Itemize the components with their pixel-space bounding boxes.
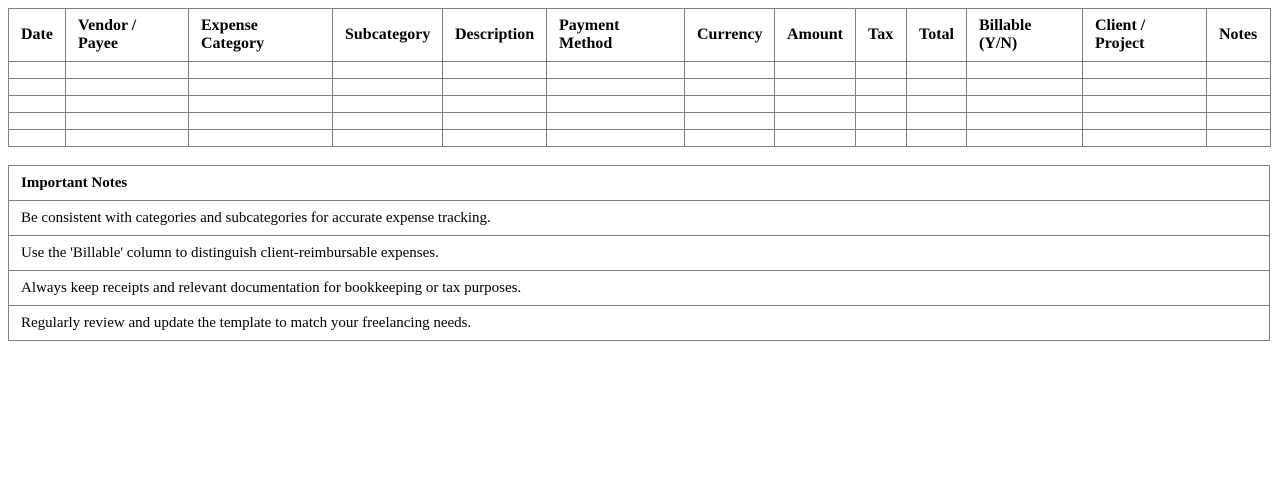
table-cell[interactable] [547, 96, 685, 113]
header-notes: Notes [1207, 9, 1271, 62]
table-cell[interactable] [856, 113, 907, 130]
table-cell[interactable] [907, 62, 967, 79]
table-cell[interactable] [66, 113, 189, 130]
table-cell[interactable] [9, 79, 66, 96]
header-client-project: Client / Project [1083, 9, 1207, 62]
expense-table [8, 8, 1271, 147]
table-cell[interactable] [189, 62, 333, 79]
table-cell[interactable] [547, 130, 685, 147]
table-cell[interactable] [66, 130, 189, 147]
table-cell[interactable] [1207, 62, 1271, 79]
header-payment-method: Payment Method [547, 9, 685, 62]
table-cell[interactable] [856, 62, 907, 79]
table-cell[interactable] [856, 96, 907, 113]
table-row [9, 62, 1271, 79]
note-row [9, 236, 1270, 271]
table-cell[interactable] [9, 62, 66, 79]
table-row [9, 96, 1271, 113]
table-cell[interactable] [547, 79, 685, 96]
note-item: Regularly review and update the template to match your freelancing needs. [9, 306, 1270, 341]
table-cell[interactable] [775, 62, 856, 79]
header-billable: Billable (Y/N) [967, 9, 1083, 62]
table-cell[interactable] [685, 96, 775, 113]
table-cell[interactable] [333, 130, 443, 147]
table-cell[interactable] [189, 113, 333, 130]
header-date: Date [9, 9, 66, 62]
table-cell[interactable] [66, 62, 189, 79]
table-cell[interactable] [547, 113, 685, 130]
table-cell[interactable] [967, 79, 1083, 96]
notes-title: Important Notes [9, 166, 1270, 201]
table-cell[interactable] [189, 79, 333, 96]
table-cell[interactable] [443, 130, 547, 147]
table-cell[interactable] [443, 113, 547, 130]
table-cell[interactable] [1083, 62, 1207, 79]
table-cell[interactable] [1083, 79, 1207, 96]
table-row [9, 130, 1271, 147]
table-cell[interactable] [685, 113, 775, 130]
table-cell[interactable] [967, 130, 1083, 147]
header-total: Total [907, 9, 967, 62]
table-cell[interactable] [1083, 96, 1207, 113]
table-cell[interactable] [967, 96, 1083, 113]
table-cell[interactable] [1083, 113, 1207, 130]
note-item: Always keep receipts and relevant documentation for bookkeeping or tax purposes. [9, 271, 1270, 306]
header-subcategory: Subcategory [333, 9, 443, 62]
table-cell[interactable] [333, 96, 443, 113]
table-cell[interactable] [1083, 130, 1207, 147]
table-cell[interactable] [856, 130, 907, 147]
table-cell[interactable] [9, 130, 66, 147]
expense-table-body [9, 62, 1271, 147]
table-cell[interactable] [333, 62, 443, 79]
table-cell[interactable] [967, 113, 1083, 130]
notes-title-row [9, 166, 1270, 201]
table-cell[interactable] [333, 113, 443, 130]
header-currency: Currency [685, 9, 775, 62]
header-amount: Amount [775, 9, 856, 62]
table-cell[interactable] [189, 130, 333, 147]
table-cell[interactable] [685, 62, 775, 79]
notes-table [8, 165, 1270, 341]
table-cell[interactable] [775, 79, 856, 96]
table-cell[interactable] [443, 62, 547, 79]
table-cell[interactable] [907, 96, 967, 113]
table-cell[interactable] [66, 96, 189, 113]
note-item: Be consistent with categories and subcategories for accurate expense tracking. [9, 201, 1270, 236]
table-cell[interactable] [907, 79, 967, 96]
table-cell[interactable] [9, 113, 66, 130]
table-cell[interactable] [775, 96, 856, 113]
table-cell[interactable] [775, 113, 856, 130]
table-cell[interactable] [907, 113, 967, 130]
header-vendor-payee: Vendor / Payee [66, 9, 189, 62]
table-cell[interactable] [443, 79, 547, 96]
table-cell[interactable] [967, 62, 1083, 79]
header-tax: Tax [856, 9, 907, 62]
table-cell[interactable] [685, 79, 775, 96]
note-row [9, 201, 1270, 236]
table-cell[interactable] [443, 96, 547, 113]
note-item: Use the 'Billable' column to distinguish client-reimbursable expenses. [9, 236, 1270, 271]
note-row [9, 271, 1270, 306]
table-cell[interactable] [1207, 96, 1271, 113]
table-cell[interactable] [333, 79, 443, 96]
table-cell[interactable] [1207, 130, 1271, 147]
table-cell[interactable] [66, 79, 189, 96]
table-cell[interactable] [189, 96, 333, 113]
table-row [9, 79, 1271, 96]
table-row [9, 113, 1271, 130]
header-description: Description [443, 9, 547, 62]
table-cell[interactable] [907, 130, 967, 147]
note-row [9, 306, 1270, 341]
header-expense-category: Expense Category [189, 9, 333, 62]
table-cell[interactable] [856, 79, 907, 96]
table-cell[interactable] [1207, 79, 1271, 96]
table-cell[interactable] [775, 130, 856, 147]
table-cell[interactable] [685, 130, 775, 147]
header-row [9, 9, 1271, 62]
table-cell[interactable] [1207, 113, 1271, 130]
table-cell[interactable] [9, 96, 66, 113]
table-cell[interactable] [547, 62, 685, 79]
